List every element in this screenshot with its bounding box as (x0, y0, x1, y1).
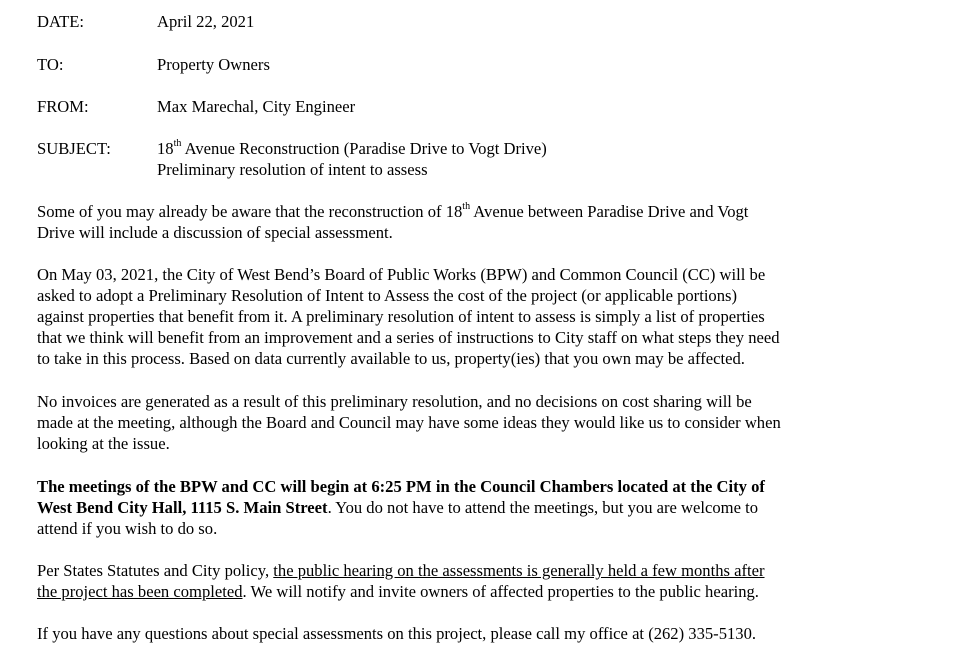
paragraph-line: Some of you may already be aware that the reconstruction of 18th Avenue between Paradise Drive and Vogt (37, 201, 749, 221)
date-label: DATE: (37, 12, 85, 31)
paragraph-line: asked to adopt a Preliminary Resolution of Intent to Assess the cost of the project (or applicable portions) (37, 286, 738, 305)
from-value: Max Marechal, City Engineer (157, 97, 356, 116)
paragraph-resolution (37, 264, 917, 369)
paragraph-line: Drive will include a discussion of special assessment. (37, 223, 393, 242)
paragraph-line: made at the meeting, although the Board and Council may have some ideas they would like us to consider when (37, 413, 781, 432)
paragraph-line: that we think will benefit from an improvement and a series of instructions to City staff on what steps they need (37, 328, 780, 347)
paragraph-line: to take in this process. Based on data currently available to us, property(ies) that you own may be affected. (37, 349, 745, 368)
from-label: FROM: (37, 97, 89, 116)
paragraph-line: the project has been completed. We will notify and invite owners of affected properties to the public hearing. (37, 582, 759, 601)
date-value: April 22, 2021 (157, 12, 255, 31)
paragraph-line: No invoices are generated as a result of this preliminary resolution, and no decisions on cost sharing will be (37, 392, 752, 411)
to-value: Property Owners (157, 55, 270, 74)
to-label: TO: (37, 55, 64, 74)
paragraph-line: West Bend City Hall, 1115 S. Main Street. You do not have to attend the meetings, but you are welcome to (37, 498, 758, 517)
paragraph-line: attend if you wish to do so. (37, 519, 218, 538)
paragraph-line: If you have any questions about special assessments on this project, please call my office at (262) 335-5130. (37, 624, 757, 643)
subject-label: SUBJECT: (37, 139, 111, 158)
subject-line-2: Preliminary resolution of intent to assess (157, 160, 428, 179)
paragraph-meetings (37, 476, 917, 539)
paragraph-line: looking at the issue. (37, 434, 170, 453)
paragraph-intro (37, 201, 917, 243)
paragraph-line: On May 03, 2021, the City of West Bend’s Board of Public Works (BPW) and Common Council (CC) will be (37, 265, 766, 284)
subject-line-1: 18th Avenue Reconstruction (Paradise Drive to Vogt Drive) (157, 138, 547, 158)
paragraph-line: against properties that benefit from it. A preliminary resolution of intent to assess is simply a list of properties (37, 307, 765, 326)
paragraph-line: Per States Statutes and City policy, the public hearing on the assessments is generally held a few months after (37, 561, 765, 580)
paragraph-line-bold: The meetings of the BPW and CC will begin at 6:25 PM in the Council Chambers located at the City of (37, 477, 765, 496)
paragraph-invoices (37, 391, 917, 454)
paragraph-contact (37, 623, 917, 644)
paragraph-public-hearing (37, 560, 917, 602)
subject-value (157, 138, 547, 180)
